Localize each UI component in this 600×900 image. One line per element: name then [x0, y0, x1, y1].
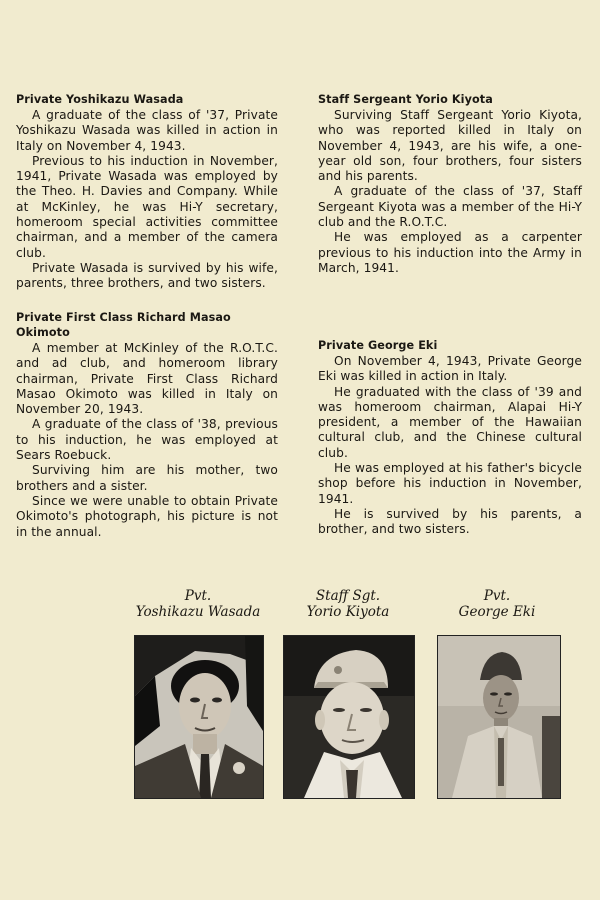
portrait-caption-kiyota [282, 588, 414, 620]
bio-paragraph: Previous to his induction in November, 1941, Private Wasada was employed by the Theo. H. Davies and Company. While at McKinley, he was Hi-Y secretary, homeroom special activities committee chairman, and a member of the camera club. [16, 153, 278, 260]
portrait-rank: Pvt. [483, 588, 511, 604]
portrait-photo-eki [437, 635, 561, 799]
bio-paragraph: Since we were unable to obtain Private Okimoto's photograph, his picture is not in the annual. [16, 493, 278, 539]
bio-heading: Private First Class Richard Masao Okimoto [16, 311, 231, 339]
bio-paragraph: Surviving Staff Sergeant Yorio Kiyota, who was reported killed in Italy on November 4, 1943, are his wife, a one-year old son, four brothers, four sisters and his parents. [318, 108, 582, 184]
bio-heading: Staff Sergeant Yorio Kiyota [318, 93, 493, 106]
portrait-photo-wasada [134, 635, 264, 799]
bio-paragraph: He was employed as a carpenter previous to his induction into the Army in March, 1941. [318, 230, 582, 275]
bio-paragraph: Private Wasada is survived by his wife, parents, three brothers, and two sisters. [16, 260, 278, 291]
bio-paragraph: On November 4, 1943, Private George Eki was killed in action in Italy. [318, 354, 582, 384]
bio-paragraph: A graduate of the class of '37, Staff Sergeant Kiyota was a member of the Hi-Y club and the R.O.T.C. [318, 184, 582, 230]
bio-eki [318, 338, 582, 538]
bio-paragraph: He was employed at his father's bicycle shop before his induction in November, 1941. [318, 461, 582, 506]
bio-paragraph: He graduated with the class of '39 and was homeroom chairman, Alapai Hi-Y president, a member of the Hawaiian cultural club, and the Chinese cultural club. [318, 384, 582, 460]
portrait-photo-kiyota [283, 635, 415, 799]
bio-paragraph: A graduate of the class of '38, previous to his induction, he was employed at Sears Roebuck. [16, 417, 278, 463]
bio-okimoto [16, 310, 278, 540]
portrait-caption-wasada [120, 588, 276, 620]
portrait-caption-eki [432, 588, 562, 620]
portrait-name: George Eki [458, 604, 536, 620]
bio-paragraph: A graduate of the class of '37, Private Yoshikazu Wasada was killed in action in Italy on November 4, 1943. [16, 108, 278, 153]
bio-heading: Private George Eki [318, 339, 438, 352]
bio-heading: Private Yoshikazu Wasada [16, 93, 184, 106]
portrait-rank: Staff Sgt. [315, 588, 381, 604]
portrait-name: Yoshikazu Wasada [135, 604, 261, 620]
bio-paragraph: A member at McKinley of the R.O.T.C. and ad club, and homeroom library chairman, Private First Class Richard Masao Okimoto was killed in Italy on November 20, 1943. [16, 341, 278, 417]
bio-wasada [16, 92, 278, 292]
bio-kiyota [318, 92, 582, 276]
portrait-name: Yorio Kiyota [306, 604, 390, 620]
portrait-rank: Pvt. [184, 588, 212, 604]
bio-paragraph: Surviving him are his mother, two brothers and a sister. [16, 463, 278, 493]
bio-paragraph: He is survived by his parents, a brother, and two sisters. [318, 506, 582, 537]
